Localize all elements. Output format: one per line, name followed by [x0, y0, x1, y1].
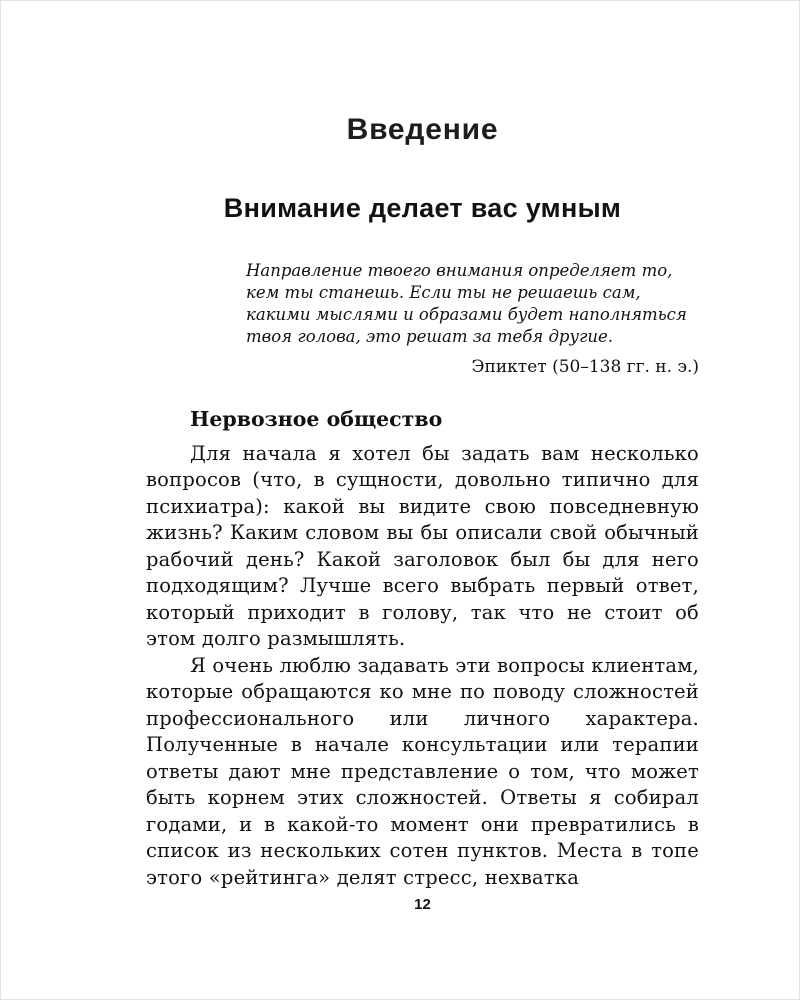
- body-paragraph: Я очень люблю задавать эти вопросы клиентам, которые обращаются ко мне по поводу сложностей профессионального или личного характера. Полученные в начале консультации или терапии ответы дают мне представление о том, что может быть корнем этих сложностей. Ответы я собирал годами, и в какой-то момент они превратились в список из нескольких сотен пунктов. Места в топе этого «рейтинга» делят стресс, нехватка: [146, 653, 699, 889]
- body-paragraph: Для начала я хотел бы задать вам несколько вопросов (что, в сущности, довольно типично для психиатра): какой вы видите свою повседневную жизнь? Каким словом вы бы описали свой обычный рабочий день? Какой заголовок был бы для него подходящим? Лучше всего выбрать первый ответ, который приходит в голову, так что не стоит об этом долго размышлять.: [146, 441, 699, 651]
- epigraph-attribution: Эпиктет (50–138 гг. н. э.): [471, 356, 699, 377]
- epigraph: [246, 260, 699, 377]
- body-text: [146, 441, 699, 892]
- page-number: 12: [414, 896, 431, 913]
- chapter-label: Введение: [346, 113, 499, 146]
- epigraph-text: Направление твоего внимания определяет то, кем ты станешь. Если ты не решаешь сам, какими мыслями и образами будет наполняться твоя голова, это решат за тебя другие.: [246, 261, 687, 346]
- chapter-title: Внимание делает вас умным: [223, 193, 622, 223]
- section-heading: Нервозное общество: [190, 406, 443, 431]
